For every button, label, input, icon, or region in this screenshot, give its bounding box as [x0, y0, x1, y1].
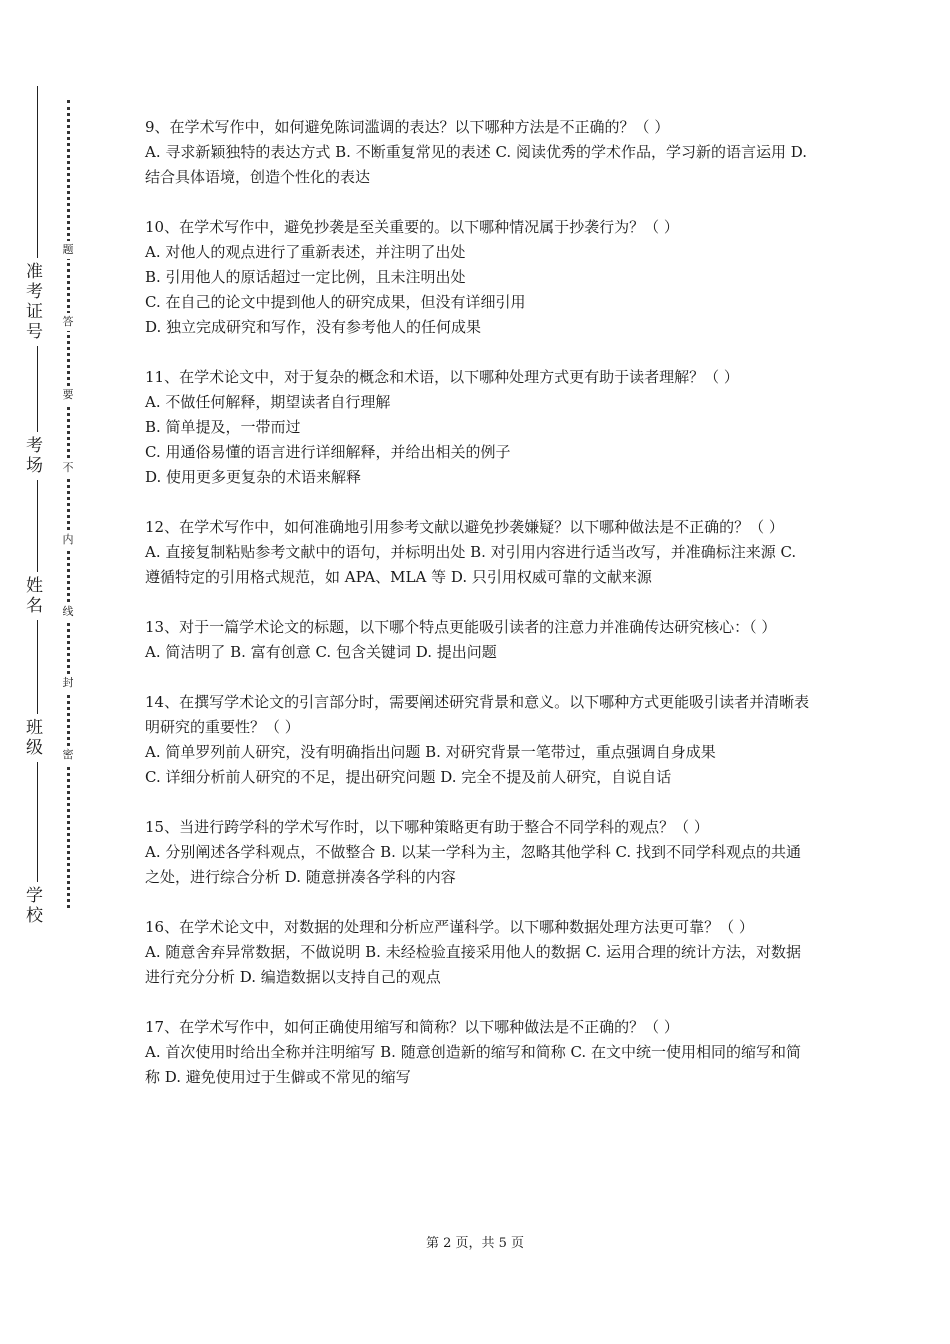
- question-12: [145, 515, 815, 590]
- field-label-school: 学校: [20, 882, 44, 930]
- option-cd: C. 详细分析前人研究的不足，提出研究问题 D. 完全不提及前人研究，自说自话: [145, 768, 672, 786]
- question-17: [145, 1015, 815, 1090]
- question-stem: 9、在学术写作中，如何避免陈词滥调的表达？以下哪种方法是不正确的？（ ）: [145, 118, 670, 136]
- page-number: 第 2 页，共 5 页: [425, 1236, 525, 1251]
- option-a: A. 对他人的观点进行了重新表述，并注明了出处: [145, 243, 466, 261]
- question-list: [145, 115, 815, 1115]
- option-d: D. 独立完成研究和写作，没有参考他人的任何成果: [145, 318, 482, 336]
- question-options: A. 随意舍弃异常数据，不做说明 B. 未经检验直接采用他人的数据 C. 运用合理的统计方法，对数据进行充分分析 D. 编造数据以支持自己的观点: [145, 943, 801, 986]
- field-label-name: 姓名: [20, 572, 44, 620]
- option-ab: A. 简单罗列前人研究，没有明确指出问题 B. 对研究背景一笔带过，重点强调自身成果: [145, 743, 716, 761]
- field-label-exam-number: 准考证号: [20, 258, 44, 346]
- seal-dotted-line: [67, 100, 70, 908]
- seal-char: 线: [61, 603, 75, 621]
- seal-char: 密: [61, 746, 75, 764]
- question-stem: 12、在学术写作中，如何准确地引用参考文献以避免抄袭嫌疑？以下哪种做法是不正确的？（ ）: [145, 518, 784, 536]
- question-11: [145, 365, 815, 490]
- option-a: A. 不做任何解释，期望读者自行理解: [145, 393, 391, 411]
- question-stem: 13、对于一篇学术论文的标题，以下哪个特点更能吸引读者的注意力并准确传达研究核心：（ ）: [145, 618, 777, 636]
- seal-char: 题: [61, 241, 75, 259]
- question-15: [145, 815, 815, 890]
- option-d: D. 使用更多更复杂的术语来解释: [145, 468, 362, 486]
- option-c: C. 用通俗易懂的语言进行详细解释，并给出相关的例子: [145, 443, 511, 461]
- question-9: [145, 115, 815, 190]
- question-14: [145, 690, 815, 790]
- question-stem: 17、在学术写作中，如何正确使用缩写和简称？以下哪种做法是不正确的？（ ）: [145, 1018, 679, 1036]
- question-16: [145, 915, 815, 990]
- field-label-class: 班级: [20, 714, 44, 762]
- option-b: B. 简单提及，一带而过: [145, 418, 301, 436]
- question-stem: 10、在学术写作中，避免抄袭是至关重要的。以下哪种情况属于抄袭行为？（ ）: [145, 218, 679, 236]
- seal-char: 要: [61, 386, 75, 404]
- question-options: A. 寻求新颖独特的表达方式 B. 不断重复常见的表述 C. 阅读优秀的学术作品，学习新的语言运用 D. 结合具体语境，创造个性化的表达: [145, 143, 807, 186]
- question-stem: 14、在撰写学术论文的引言部分时，需要阐述研究背景和意义。以下哪种方式更能吸引读者并清晰表明研究的重要性？（ ）: [145, 693, 810, 736]
- seal-char: 不: [61, 459, 75, 477]
- binding-line: [37, 86, 38, 926]
- option-b: B. 引用他人的原话超过一定比例，且未注明出处: [145, 268, 466, 286]
- seal-char: 答: [61, 313, 75, 331]
- question-options: A. 简洁明了 B. 富有创意 C. 包含关键词 D. 提出问题: [145, 643, 497, 661]
- seal-char: 内: [61, 531, 75, 549]
- question-stem: 16、在学术论文中，对数据的处理和分析应严谨科学。以下哪种数据处理方法更可靠？（ ）: [145, 918, 754, 936]
- question-options: A. 分别阐述各学科观点，不做整合 B. 以某一学科为主，忽略其他学科 C. 找到不同学科观点的共通之处，进行综合分析 D. 随意拼凑各学科的内容: [145, 843, 801, 886]
- question-10: [145, 215, 815, 340]
- seal-char: 封: [61, 674, 75, 692]
- option-c: C. 在自己的论文中提到他人的研究成果，但没有详细引用: [145, 293, 526, 311]
- field-label-exam-room: 考场: [20, 432, 44, 480]
- question-stem: 11、在学术论文中，对于复杂的概念和术语，以下哪种处理方式更有助于读者理解？（ ）: [145, 368, 739, 386]
- question-options: A. 直接复制粘贴参考文献中的语句，并标明出处 B. 对引用内容进行适当改写，并准确标注来源 C. 遵循特定的引用格式规范，如 APA、MLA 等 D. 只引用权威可靠的文献来源: [145, 543, 797, 586]
- question-13: [145, 615, 815, 665]
- question-options: A. 首次使用时给出全称并注明缩写 B. 随意创造新的缩写和简称 C. 在文中统一使用相同的缩写和简称 D. 避免使用过于生僻或不常见的缩写: [145, 1043, 801, 1086]
- question-stem: 15、当进行跨学科的学术写作时，以下哪种策略更有助于整合不同学科的观点？（ ）: [145, 818, 709, 836]
